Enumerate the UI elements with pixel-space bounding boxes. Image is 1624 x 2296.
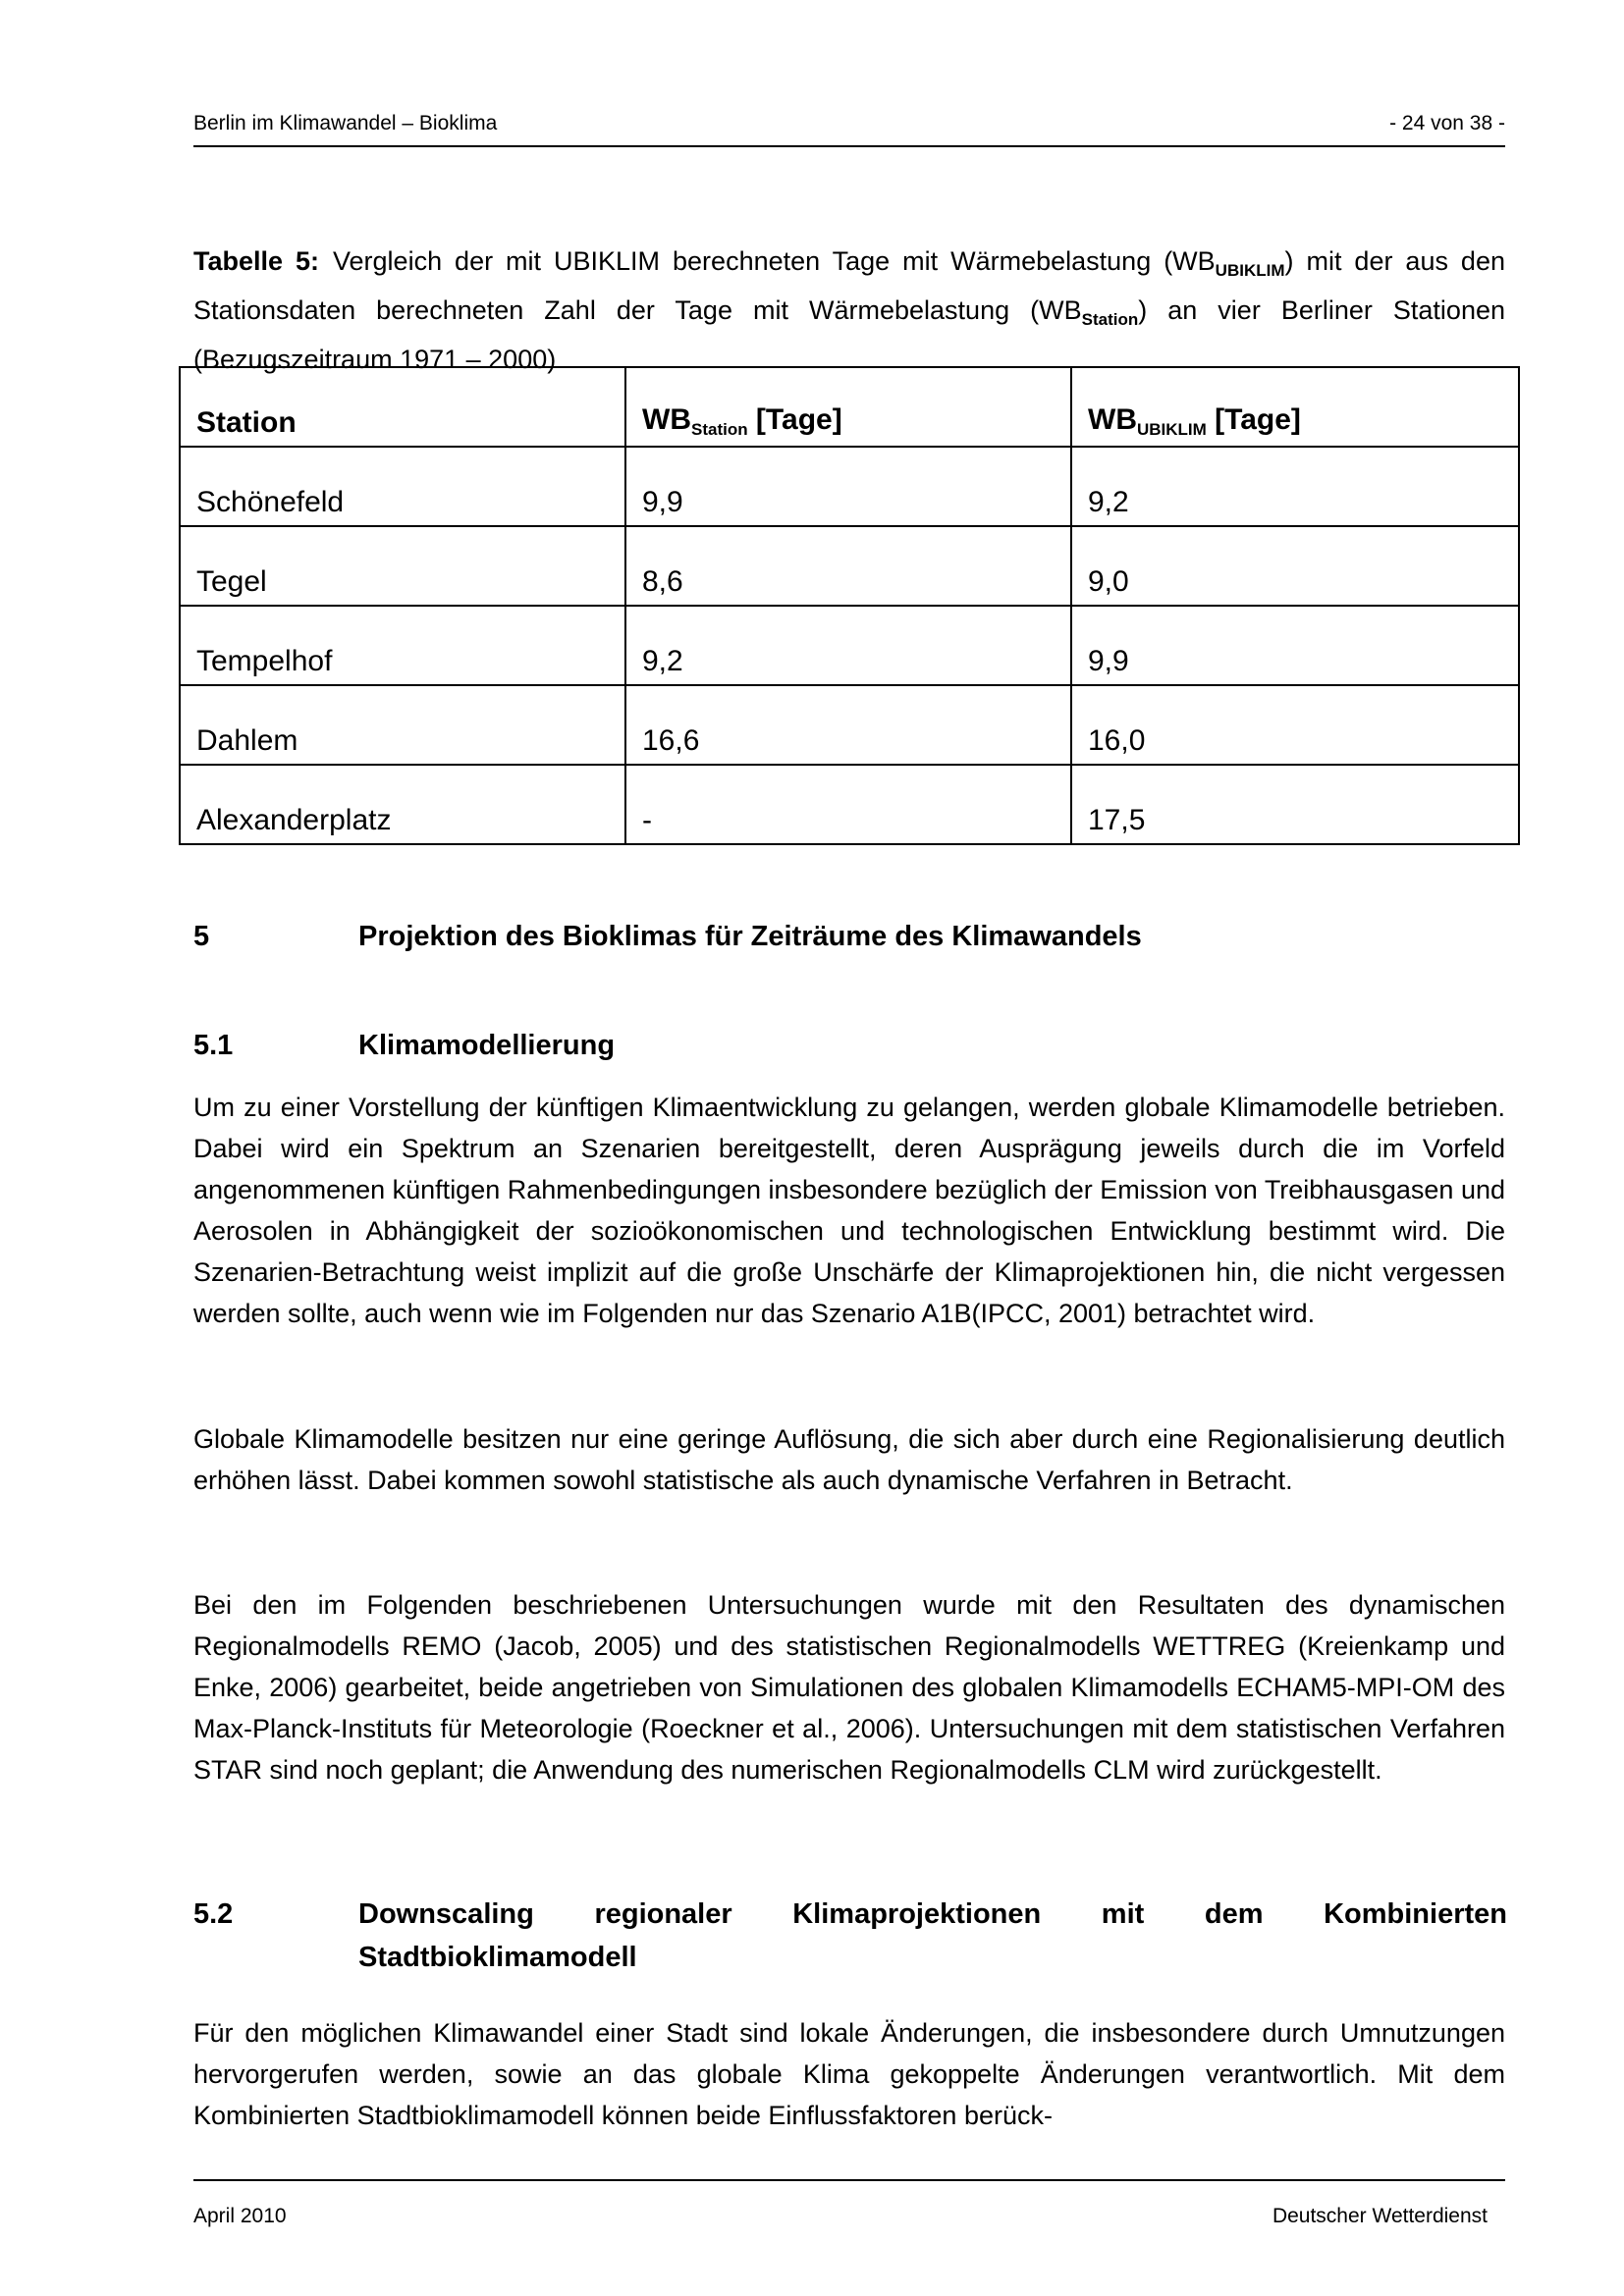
page-footer (193, 2179, 1505, 2230)
cell-station: Schönefeld (180, 447, 625, 526)
section-5-1-title: Klimamodellierung (358, 1030, 616, 1061)
caption-text-2: ) mit der aus den Stationsdaten berechneten Zahl der Tage mit Wärmebelastung (WB (193, 246, 1505, 325)
header-wb-ubiklim (1071, 367, 1519, 447)
cell-wb-station: 9,2 (625, 606, 1071, 685)
cell-wb-station: - (625, 765, 1071, 844)
header-wb-ubiklim-unit: [Tage] (1206, 403, 1301, 436)
header-wb-station-unit: [Tage] (747, 403, 842, 436)
section-5-title: Projektion des Bioklimas für Zeiträume des Klimawandels (358, 921, 1142, 952)
table-row (180, 526, 1519, 606)
paragraph-klimamodelle: Um zu einer Vorstellung der künftigen Klimaentwicklung zu gelangen, werden globale Klimamodelle betrieben. Dabei wird ein Spektrum an Szenarien bereitgestellt, deren Ausprägung jeweils durch die im Vorfeld angenommenen künftigen Rahmenbedingungen insbesondere bezüglich der Emission von Treibhausgasen und Aerosolen in Abhängigkeit der sozioökonomischen und technologischen Entwicklung bestimmt wird. Die Szenarien-Betrachtung weist implizit auf die große Unschärfe der Klimaprojektionen hin, die nicht vergessen werden sollte, auch wenn wie im Folgenden nur das Szenario A1B(IPCC, 2001) betrachtet wird. (193, 1093, 1505, 1328)
cell-station: Tempelhof (180, 606, 625, 685)
cell-wb-ubiklim: 17,5 (1071, 765, 1519, 844)
table-row (180, 685, 1519, 765)
section-5-2-number: 5.2 (193, 1898, 234, 1930)
paragraph-stadtklima: Für den möglichen Klimawandel einer Stadt sind lokale Änderungen, die insbesondere durch Umnutzungen hervorgerufen werden, sowie an das globale Klima gekoppelte Änderungen verantwortlich. Mit dem Kombinierten Stadtbioklimamodell können beide Einflussfaktoren berück- (193, 2018, 1505, 2130)
cell-wb-station: 16,6 (625, 685, 1071, 765)
paragraph-regionalisierung: Globale Klimamodelle besitzen nur eine geringe Auflösung, die sich aber durch eine Regionalisierung deutlich erhöhen lässt. Dabei kommen sowohl statistische als auch dynamische Verfahren in Betracht. (193, 1424, 1505, 1495)
table-header-row (180, 367, 1519, 447)
table-row (180, 447, 1519, 526)
header-wb-ubiklim-sub: UBIKLIM (1136, 420, 1207, 439)
section-5-heading (193, 915, 1505, 958)
header-wb-station (625, 367, 1071, 447)
document-title: Berlin im Klimawandel – Bioklima (193, 112, 498, 134)
footer-date: April 2010 (193, 2205, 287, 2227)
page-header (193, 110, 1505, 147)
caption-text-1: Vergleich der mit UBIKLIM berechneten Tage mit Wärmebelastung (WB (333, 246, 1216, 276)
page-number: - 24 von 38 - (1389, 112, 1505, 134)
cell-wb-station: 9,9 (625, 447, 1071, 526)
section-5-2-heading (193, 1893, 1505, 1979)
station-comparison-table (179, 366, 1520, 845)
header-station: Station (180, 367, 625, 447)
header-wb-station-main: WB (642, 403, 691, 436)
caption-text-3: ) an vier Berliner Stationen (Bezugszeitraum 1971 – 2000) (193, 295, 1505, 374)
caption-sub-station: Station (1081, 310, 1139, 329)
paragraph-untersuchungen: Bei den im Folgenden beschriebenen Untersuchungen wurde mit den Resultaten des dynamischen Regionalmodells REMO (Jacob, 2005) und des statistischen Regionalmodells WETTREG (Kreienkamp und Enke, 2006) gearbeitet, beide angetrieben von Simulationen des globalen Klimamodells ECHAM5-MPI-OM des Max-Planck-Instituts für Meteorologie (Roeckner et al., 2006). Untersuchungen mit dem statistischen Verfahren STAR sind noch geplant; die Anwendung des numerischen Regionalmodells CLM wird zurückgestellt. (193, 1590, 1505, 1785)
cell-wb-station: 8,6 (625, 526, 1071, 606)
table-caption-label: Tabelle 5: (193, 246, 320, 276)
cell-wb-ubiklim: 16,0 (1071, 685, 1519, 765)
section-5-1-heading (193, 1024, 1505, 1067)
header-wb-ubiklim-main: WB (1088, 403, 1137, 436)
section-5-2-title: Downscaling regionaler Klimaprojektionen mit dem Kombinierten Stadtbioklimamodell (358, 1898, 1507, 1973)
caption-sub-ubiklim: UBIKLIM (1215, 261, 1285, 280)
cell-wb-ubiklim: 9,9 (1071, 606, 1519, 685)
table-row (180, 606, 1519, 685)
cell-wb-ubiklim: 9,2 (1071, 447, 1519, 526)
cell-station: Dahlem (180, 685, 625, 765)
table-row (180, 765, 1519, 844)
cell-station: Tegel (180, 526, 625, 606)
cell-station: Alexanderplatz (180, 765, 625, 844)
table-caption (193, 241, 1505, 379)
section-5-number: 5 (193, 921, 210, 952)
cell-wb-ubiklim: 9,0 (1071, 526, 1519, 606)
header-wb-station-sub: Station (690, 420, 748, 439)
footer-organization: Deutscher Wetterdienst (1272, 2205, 1488, 2227)
section-5-1-number: 5.1 (193, 1030, 234, 1061)
